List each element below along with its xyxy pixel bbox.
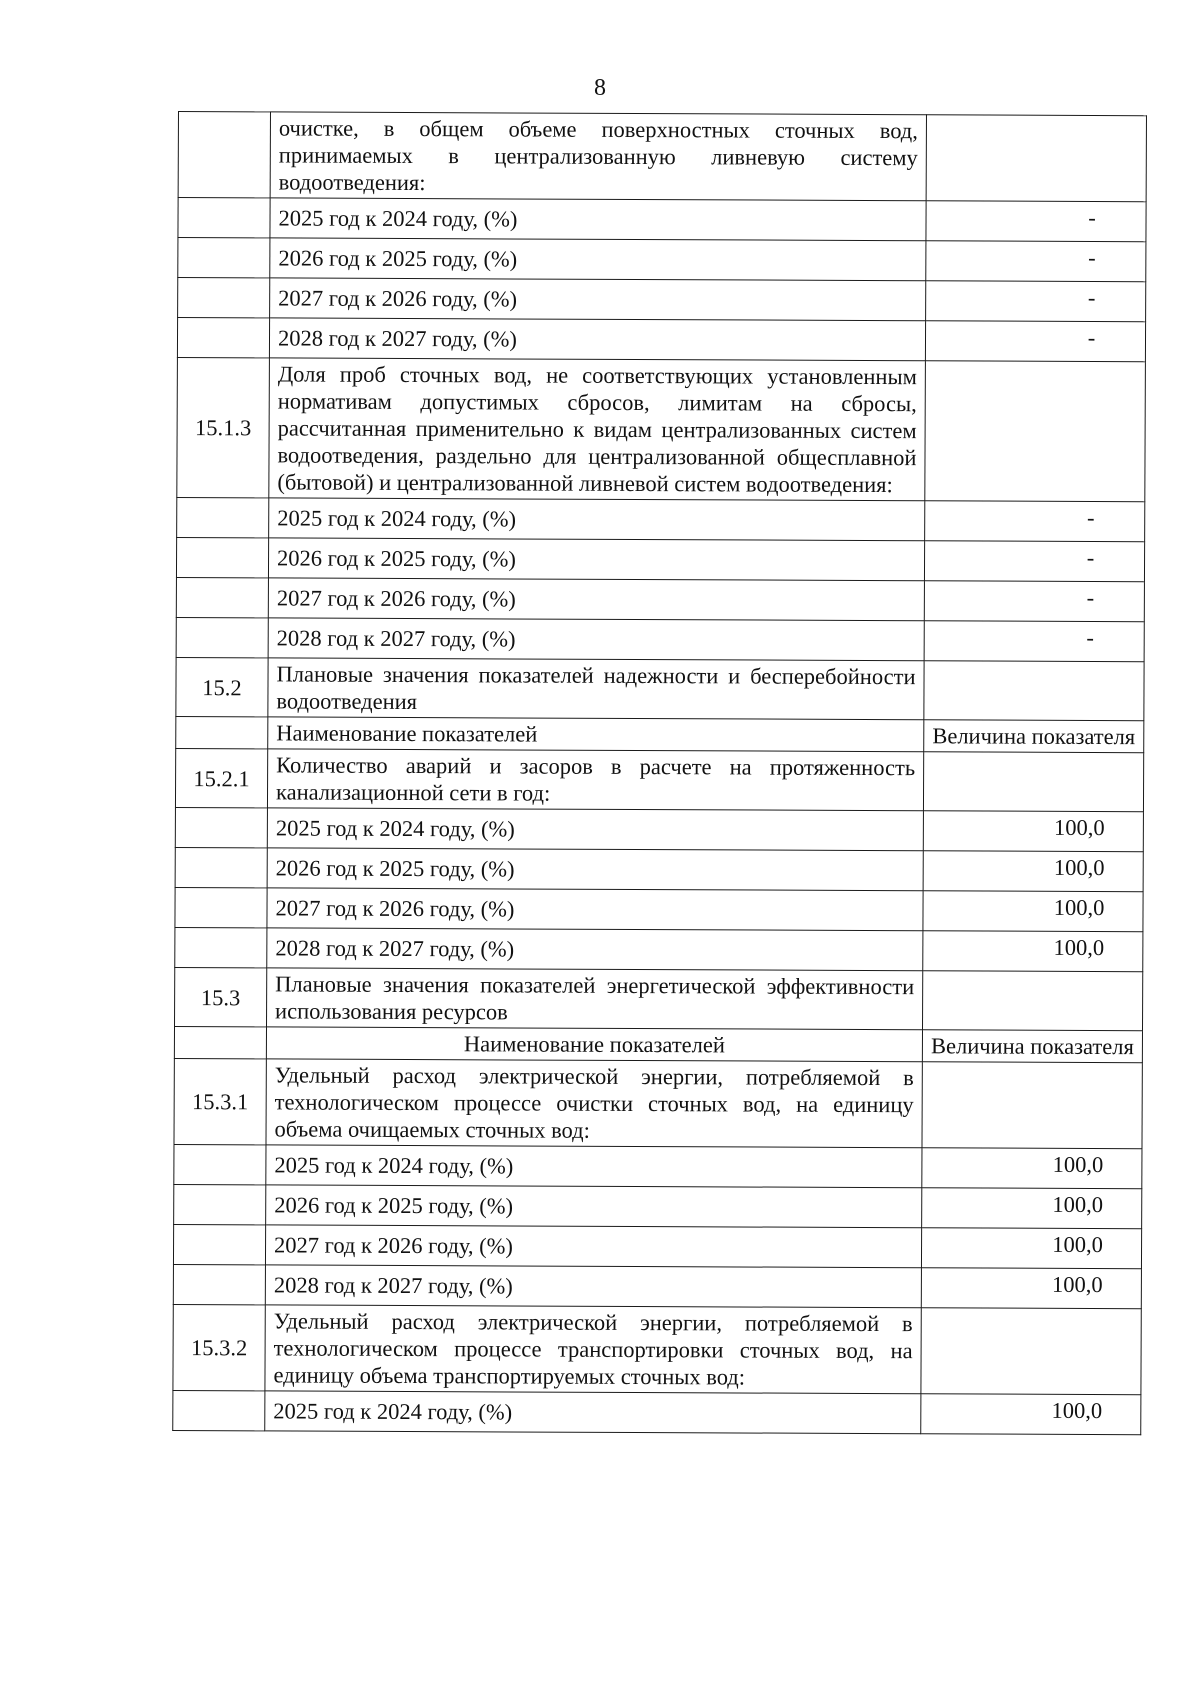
indicator-value-cell: 100,0 <box>921 1394 1141 1435</box>
indicator-value-cell <box>922 971 1142 1031</box>
table-row <box>177 318 1145 362</box>
indicator-value-cell <box>926 115 1146 202</box>
indicator-name-cell: 2025 год к 2024 году, (%) <box>270 198 926 241</box>
indicator-name-cell: Удельный расход электрической энергии, потребляемой в технологическом процессе транспортировки сточных вод, на единицу объема транспортируемых сточных вод: <box>265 1305 921 1394</box>
indicator-name-cell: Плановые значения показателей надежности и бесперебойности водоотведения <box>268 658 924 720</box>
indicator-name-cell: 2028 год к 2027 году, (%) <box>269 318 925 361</box>
table-row <box>173 1304 1141 1394</box>
page-number: 8 <box>594 75 606 101</box>
indicator-name-cell: 2027 год к 2026 году, (%) <box>267 888 923 931</box>
indicator-value-cell <box>923 752 1143 812</box>
row-number-cell <box>173 1224 265 1264</box>
row-number-cell: 15.3.1 <box>174 1058 266 1144</box>
indicator-name-cell: Плановые значения показателей энергетической эффективности использования ресурсов <box>267 968 923 1030</box>
indicator-value-cell: 100,0 <box>923 811 1143 852</box>
row-number-cell <box>175 927 267 967</box>
indicator-name-cell: Удельный расход электрической энергии, потребляемой в технологическом процессе очистки сточных вод, на единицу объема очищаемых сточных вод: <box>266 1059 922 1148</box>
row-number-cell <box>177 318 269 358</box>
row-number-cell <box>175 887 267 927</box>
table-row <box>176 716 1144 752</box>
indicator-value-cell <box>924 661 1144 721</box>
table-row <box>175 927 1143 971</box>
indicator-name-cell: 2028 год к 2027 году, (%) <box>265 1265 921 1308</box>
indicator-name-cell: 2028 год к 2027 году, (%) <box>268 618 924 661</box>
indicator-name-cell: 2025 год к 2024 году, (%) <box>269 498 925 541</box>
indicator-name-cell: Количество аварий и засоров в расчете на протяженность канализационной сети в год: <box>267 749 923 811</box>
table-row <box>175 748 1143 811</box>
table-row <box>178 112 1146 202</box>
indicator-value-cell: - <box>926 201 1146 242</box>
indicator-name-cell: очистке, в общем объеме поверхностных сточных вод, принимаемых в централизованную ливневую систему водоотведения: <box>270 112 926 201</box>
indicator-value-cell: - <box>924 621 1144 662</box>
table-row <box>177 357 1146 501</box>
row-number-cell <box>174 1026 266 1058</box>
row-number-cell <box>176 537 268 577</box>
indicator-value-cell: 100,0 <box>923 851 1143 892</box>
indicator-value-cell: 100,0 <box>921 1268 1141 1309</box>
row-number-cell <box>178 198 270 238</box>
indicator-name-cell: 2027 год к 2026 году, (%) <box>270 278 926 321</box>
row-number-cell: 15.1.3 <box>177 357 270 497</box>
row-number-cell <box>176 577 268 617</box>
table-row <box>173 1264 1141 1308</box>
indicators-table <box>172 111 1147 1435</box>
indicator-name-cell: Доля проб сточных вод, не соответствующих установленным нормативам допустимых сбросов, лимитам на сбросы, рассчитанная применительно к видам централизованных систем водоотведения, раздельно для централизованной общесплавной (бытовой) и централизованной ливневой систем водоотведения: <box>269 358 926 501</box>
indicator-value-cell: 100,0 <box>921 1228 1141 1269</box>
row-number-cell: 15.2.1 <box>175 748 267 807</box>
row-number-cell <box>175 847 267 887</box>
table-row <box>174 1058 1142 1148</box>
row-number-cell <box>173 1264 265 1304</box>
indicator-value-cell: 100,0 <box>922 1188 1142 1229</box>
indicator-value-cell <box>922 1062 1142 1149</box>
table-row <box>173 1390 1141 1434</box>
indicator-value-cell: - <box>925 501 1145 542</box>
table-row <box>175 967 1143 1030</box>
row-number-cell <box>173 1390 265 1430</box>
indicator-name-cell: 2026 год к 2025 году, (%) <box>266 1185 922 1228</box>
table-row <box>176 577 1144 621</box>
indicators-table-body <box>173 112 1147 1435</box>
table-row <box>176 657 1144 720</box>
indicator-value-cell: 100,0 <box>922 1148 1142 1189</box>
row-number-cell <box>178 278 270 318</box>
indicator-value-cell: 100,0 <box>923 891 1143 932</box>
table-row <box>173 1224 1141 1268</box>
row-number-cell <box>176 716 268 748</box>
table-row <box>174 1144 1142 1188</box>
column-header-value: Величина показателя <box>922 1030 1142 1063</box>
table-row <box>178 198 1146 242</box>
row-number-cell <box>177 497 269 537</box>
table-row <box>176 537 1144 581</box>
row-number-cell: 15.2 <box>176 657 268 716</box>
indicator-name-cell: 2025 год к 2024 году, (%) <box>266 1145 922 1188</box>
table-row <box>178 278 1146 322</box>
indicator-name-cell: 2027 год к 2026 году, (%) <box>268 578 924 621</box>
column-header-name: Наименование показателей <box>266 1027 922 1062</box>
table-row <box>176 617 1144 661</box>
indicator-value-cell: 100,0 <box>923 931 1143 972</box>
row-number-cell <box>174 1144 266 1184</box>
indicator-name-cell: 2026 год к 2025 году, (%) <box>267 848 923 891</box>
indicator-value-cell: - <box>926 281 1146 322</box>
row-number-cell <box>175 807 267 847</box>
row-number-cell: 15.3.2 <box>173 1304 265 1390</box>
indicator-name-cell: 2028 год к 2027 году, (%) <box>267 928 923 971</box>
row-number-cell <box>178 112 270 198</box>
row-number-cell <box>174 1184 266 1224</box>
indicator-value-cell: - <box>924 541 1144 582</box>
indicator-value-cell <box>925 361 1146 502</box>
column-header-value: Величина показателя <box>924 720 1144 753</box>
indicator-name-cell: 2026 год к 2025 году, (%) <box>270 238 926 281</box>
table-row <box>175 887 1143 931</box>
indicator-name-cell: 2027 год к 2026 году, (%) <box>265 1225 921 1268</box>
indicator-value-cell: - <box>926 241 1146 282</box>
table-row <box>175 847 1143 891</box>
column-header-name: Наименование показателей <box>268 717 924 752</box>
indicator-value-cell <box>921 1308 1141 1395</box>
indicator-name-cell: 2026 год к 2025 году, (%) <box>268 538 924 581</box>
indicator-value-cell: - <box>924 581 1144 622</box>
indicator-value-cell: - <box>925 321 1145 362</box>
table-row <box>174 1184 1142 1228</box>
indicator-name-cell: 2025 год к 2024 году, (%) <box>265 1391 921 1434</box>
table-row <box>177 497 1145 541</box>
row-number-cell <box>176 617 268 657</box>
row-number-cell <box>178 238 270 278</box>
table-row <box>175 807 1143 851</box>
table-row <box>174 1026 1142 1062</box>
table-row <box>178 238 1146 282</box>
indicator-name-cell: 2025 год к 2024 году, (%) <box>267 808 923 851</box>
row-number-cell: 15.3 <box>175 967 267 1026</box>
